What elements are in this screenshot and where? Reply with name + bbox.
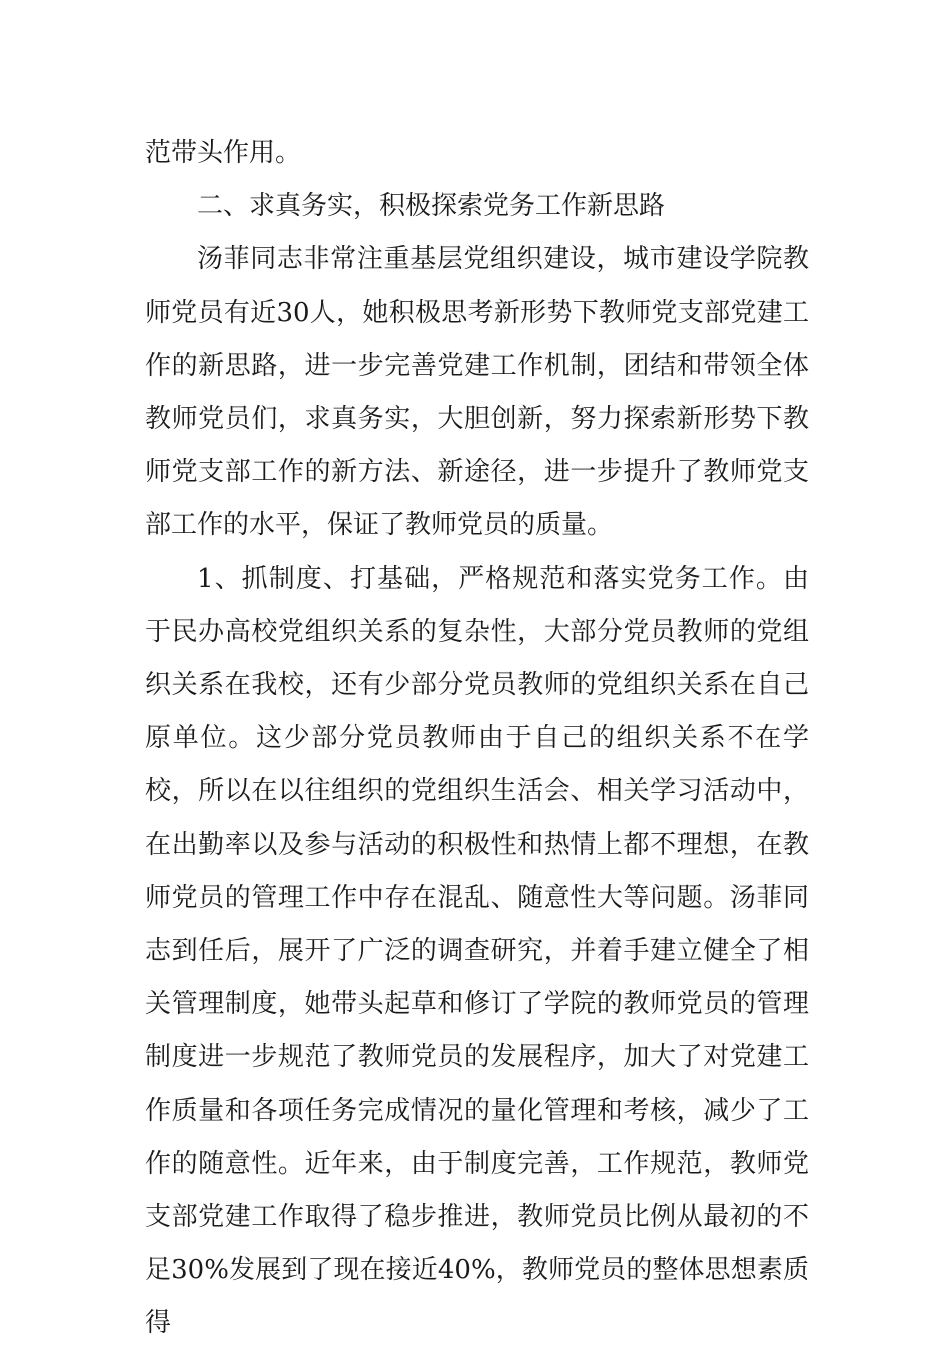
paragraph: 汤菲同志非常注重基层党组织建设，城市建设学院教师党员有近30人，她积极思考新形势下教师党支部党建工作的新思路，进一步完善党建工作机制，团结和带领全体教师党员们，求真务实，大胆创新，努力探索新形势下教师党支部工作的新方法、新途径，进一步提升了教师党支部工作的水平，保证了教师党员的质量。 xyxy=(145,244,809,541)
paragraph-continuation: 范带头作用。 xyxy=(145,138,302,168)
section-heading: 二、求真务实，积极探索党务工作新思路 xyxy=(197,191,666,222)
document-body xyxy=(145,127,809,1351)
paragraph: 1、抓制度、打基础，严格规范和落实党务工作。由于民办高校党组织关系的复杂性，大部分党员教师的党组织关系在我校，还有少部分党员教师的党组织关系在自己原单位。这少部分党员教师由于自己的组织关系不在学校，所以在以往组织的党组织生活会、相关学习活动中，在出勤率以及参与活动的积极性和热情上都不理想，在教师党员的管理工作中存在混乱、随意性大等问题。汤菲同志到任后，展开了广泛的调查研究，并着手建立健全了相关管理制度，她带头起草和修订了学院的教师党员的管理制度进一步规范了教师党员的发展程序，加大了对党建工作质量和各项任务完成情况的量化管理和考核，减少了工作的随意性。近年来，由于制度完善，工作规范，教师党支部党建工作取得了稳步推进，教师党员比例从最初的不足30%发展到了现在接近40%，教师党员的整体思想素质得 xyxy=(145,563,809,1339)
